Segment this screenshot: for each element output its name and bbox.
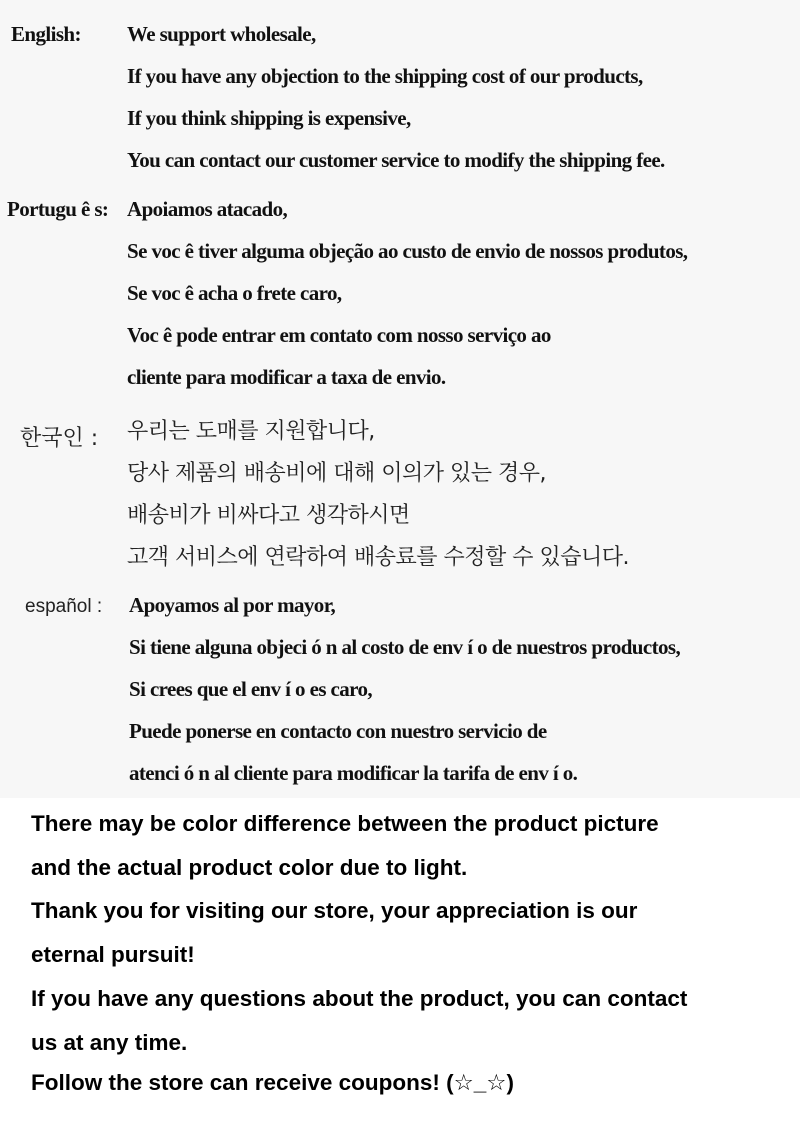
- spanish-label: español :: [25, 596, 103, 617]
- notice-line-6: us at any time.: [31, 1030, 188, 1055]
- korean-line-1: 우리는 도매를 지원합니다,: [127, 419, 375, 444]
- english-line-3: If you think shipping is expensive,: [127, 106, 411, 130]
- notice-line-3: Thank you for visiting our store, your appreciation is our: [31, 898, 638, 923]
- portuguese-line-2: Se voc ê tiver alguma objeção ao custo de envio de nossos produtos,: [127, 239, 688, 263]
- spanish-line-4: Puede ponerse en contacto con nuestro servicio de: [129, 719, 547, 743]
- notice-line-7: Follow the store can receive coupons! (☆_☆): [31, 1070, 514, 1095]
- portuguese-line-1: Apoiamos atacado,: [127, 197, 288, 221]
- korean-line-3: 배송비가 비싸다고 생각하시면: [127, 503, 410, 528]
- korean-label: 한국인 :: [20, 426, 99, 451]
- notice-line-5: If you have any questions about the product, you can contact: [31, 986, 688, 1011]
- portuguese-line-4: Voc ê pode entrar em contato com nosso serviço ao: [127, 323, 551, 347]
- notice-line-4: eternal pursuit!: [31, 942, 195, 967]
- spanish-line-1: Apoyamos al por mayor,: [129, 593, 336, 617]
- korean-line-2: 당사 제품의 배송비에 대해 이의가 있는 경우,: [127, 461, 546, 486]
- spanish-line-3: Si crees que el env í o es caro,: [129, 677, 373, 701]
- english-line-1: We support wholesale,: [127, 22, 316, 46]
- english-label: English:: [11, 22, 81, 46]
- korean-line-4: 고객 서비스에 연락하여 배송료를 수정할 수 있습니다.: [127, 545, 629, 570]
- portuguese-line-5: cliente para modificar a taxa de envio.: [127, 365, 446, 389]
- english-line-4: You can contact our customer service to modify the shipping fee.: [127, 148, 665, 172]
- portuguese-line-3: Se voc ê acha o frete caro,: [127, 281, 342, 305]
- english-line-2: If you have any objection to the shipping cost of our products,: [127, 64, 643, 88]
- notice-line-2: and the actual product color due to light.: [31, 855, 468, 880]
- portuguese-label: Portugu ê s:: [7, 197, 109, 221]
- spanish-line-2: Si tiene alguna objeci ó n al costo de env í o de nuestros productos,: [129, 635, 681, 659]
- spanish-line-5: atenci ó n al cliente para modificar la tarifa de env í o.: [129, 761, 578, 785]
- notice-line-1: There may be color difference between the product picture: [31, 811, 659, 836]
